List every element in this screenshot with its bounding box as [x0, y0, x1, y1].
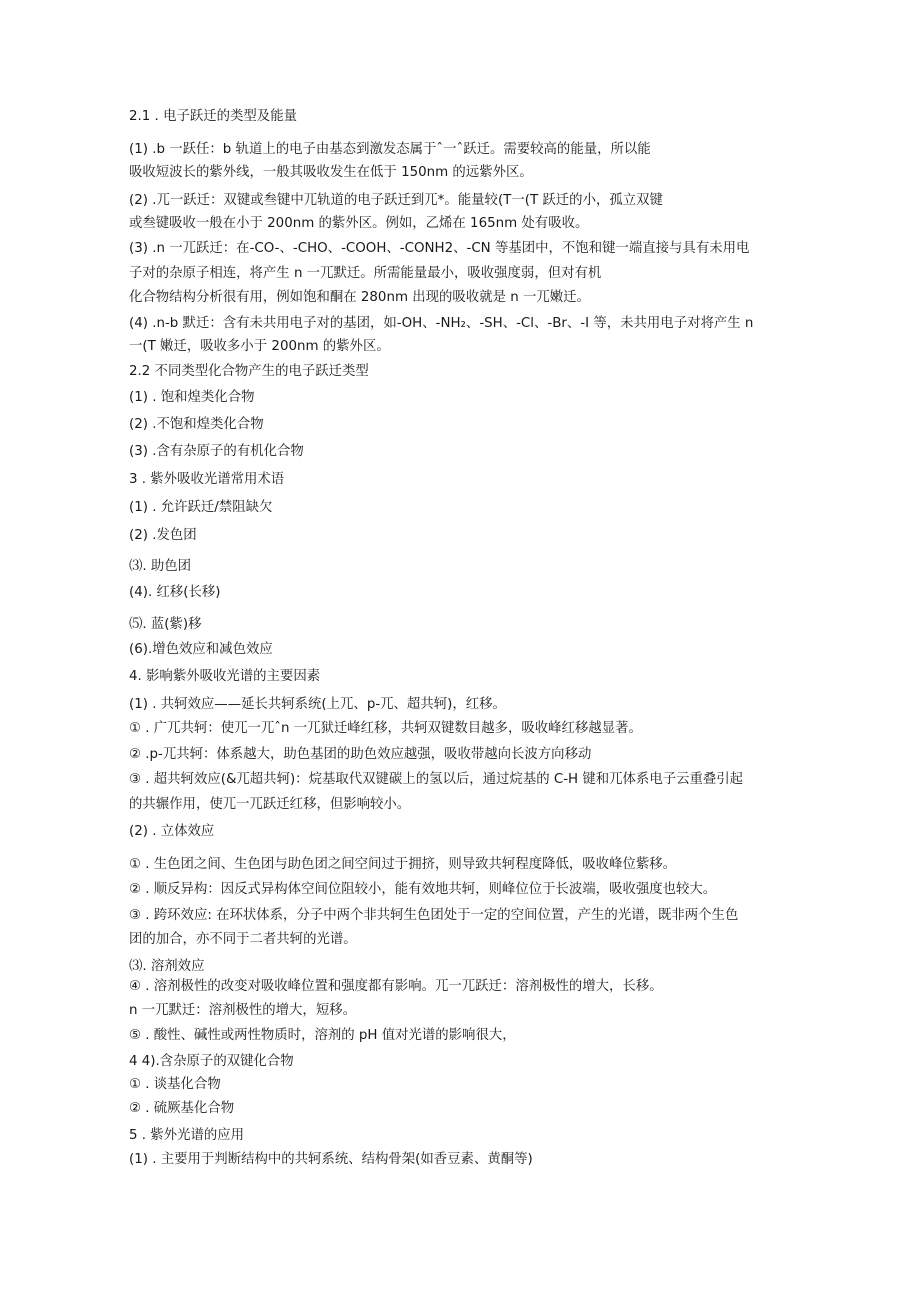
section-heading-4: 4. 影响紫外吸收光谱的主要因素 — [129, 669, 321, 684]
paragraph-line: (4) .n-b 默迁：含有未共用电子对的基团，如-OH、-NH₂、-SH、-Cl、-Br、-I 等，未共用电子对将产生 n — [129, 316, 754, 331]
paragraph-line: 的共辗作用，使兀一兀跃迁红移，但影响较小。 — [129, 797, 411, 812]
section-heading-3: 3 . 紫外吸收光谱常用术语 — [129, 472, 285, 487]
paragraph-line: 或叁键吸收一般在小于 200nm 的紫外区。例如，乙烯在 165nm 处有吸收。 — [129, 216, 589, 231]
list-item: ④ . 溶剂极性的改变对吸收峰位置和强度都有影响。兀一兀跃迁：溶剂极性的增大，长移。 — [129, 979, 663, 994]
paragraph-line: (1) .b 一跃任：b 轨道上的电子由基态到激发态属于ˆ一ˆ跃迁。需要较高的能量，所以能 — [129, 142, 651, 157]
section-heading-2-2: 2.2 不同类型化合物产生的电子跃迁类型 — [129, 364, 369, 379]
section-heading-2-1: 2.1 . 电子跃迁的类型及能量 — [129, 109, 297, 124]
list-item: ① . 生色团之间、生色团与助色团之间空间过于拥挤，则导致共轲程度降低，吸收峰位紫移。 — [129, 857, 677, 872]
paragraph-line: 子对的杂原子相连，将产生 n 一兀默迁。所需能量最小，吸收强度弱，但对有机 — [129, 266, 602, 281]
list-item: ⑤ . 酸性、碱性或两性物质时，溶剂的 pH 值对光谱的影响很大， — [129, 1028, 516, 1043]
section-heading-5: 5 . 紫外光谱的应用 — [129, 1128, 245, 1143]
paragraph-line: 团的加合，亦不同于二者共轲的光谱。 — [129, 932, 357, 947]
paragraph-line: n 一兀默迁：溶剂极性的增大，短移。 — [129, 1003, 356, 1018]
list-item: (2) .不饱和煌类化合物 — [129, 417, 264, 432]
paragraph-line: (2) .兀一跃迁：双键或叁键中兀轨道的电子跃迁到兀*。能量较(T一(T 跃迁的小，孤立双键 — [129, 193, 663, 208]
list-item: (2) . 立体效应 — [129, 824, 215, 839]
paragraph-line: 吸收短波长的紫外线，一般其吸收发生在低于 150nm 的远紫外区。 — [129, 165, 533, 180]
paragraph-line: (3) .n 一兀跃迁：在-CO-、-CHO、-COOH、-CONH2、-CN 等基团中，不饱和键一端直接与具有未用电 — [129, 241, 750, 256]
list-item: ② .p-兀共轲：体系越大，助色基团的助色效应越强，吸收带越向长波方向移动 — [129, 747, 592, 762]
list-item: (1) . 主要用于判断结构中的共轲系统、结构骨架(如香豆素、黄酮等) — [129, 1152, 533, 1167]
list-item: ⑶. 助色团 — [129, 559, 192, 574]
list-item: ① . 广兀共轲：使兀一兀ˆn 一兀狱迁峰红移，共轲双键数目越多，吸收峰红移越显著。 — [129, 721, 642, 736]
list-item: ⑸. 蓝(紫)移 — [129, 617, 202, 632]
list-item: ② . 顺反异构：因反式异构体空间位阻较小，能有效地共轲，则峰位位于长波端，吸收强度也较大。 — [129, 882, 717, 897]
list-item: ⑶. 溶剂效应 — [129, 959, 205, 974]
list-item: ③ . 跨环效应: 在环状体系，分子中两个非共轲生色团处于一定的空间位置，产生的光谱，既非两个生色 — [129, 908, 739, 923]
list-item: ① . 谈基化合物 — [129, 1077, 221, 1092]
list-item: ② . 硫厥基化合物 — [129, 1101, 235, 1116]
list-item: (4). 红移(长移) — [129, 585, 221, 600]
list-item: (1) . 饱和煌类化合物 — [129, 390, 255, 405]
list-item: (3) .含有杂原子的有机化合物 — [129, 444, 304, 459]
list-item: (2) .发色团 — [129, 528, 197, 543]
paragraph-line: 一(T 嫩迁，吸收多小于 200nm 的紫外区。 — [129, 339, 390, 354]
list-item: ③ . 超共轲效应(&兀超共轲)：烷基取代双键碳上的氢以后，通过烷基的 C-H 键和兀体系电子云重叠引起 — [129, 772, 744, 787]
list-item: (6).增色效应和减色效应 — [129, 642, 273, 657]
paragraph-line: 化合物结构分析很有用，例如饱和酮在 280nm 出现的吸收就是 n 一兀嫩迁。 — [129, 290, 590, 305]
list-item: 4 4).含杂原子的双键化合物 — [129, 1054, 294, 1069]
list-item: (1) . 共轲效应——延长共轲系统(上兀、p-兀、超共轲)，红移。 — [129, 697, 506, 712]
list-item: (1) . 允许跃迁/禁阻缺欠 — [129, 500, 273, 515]
